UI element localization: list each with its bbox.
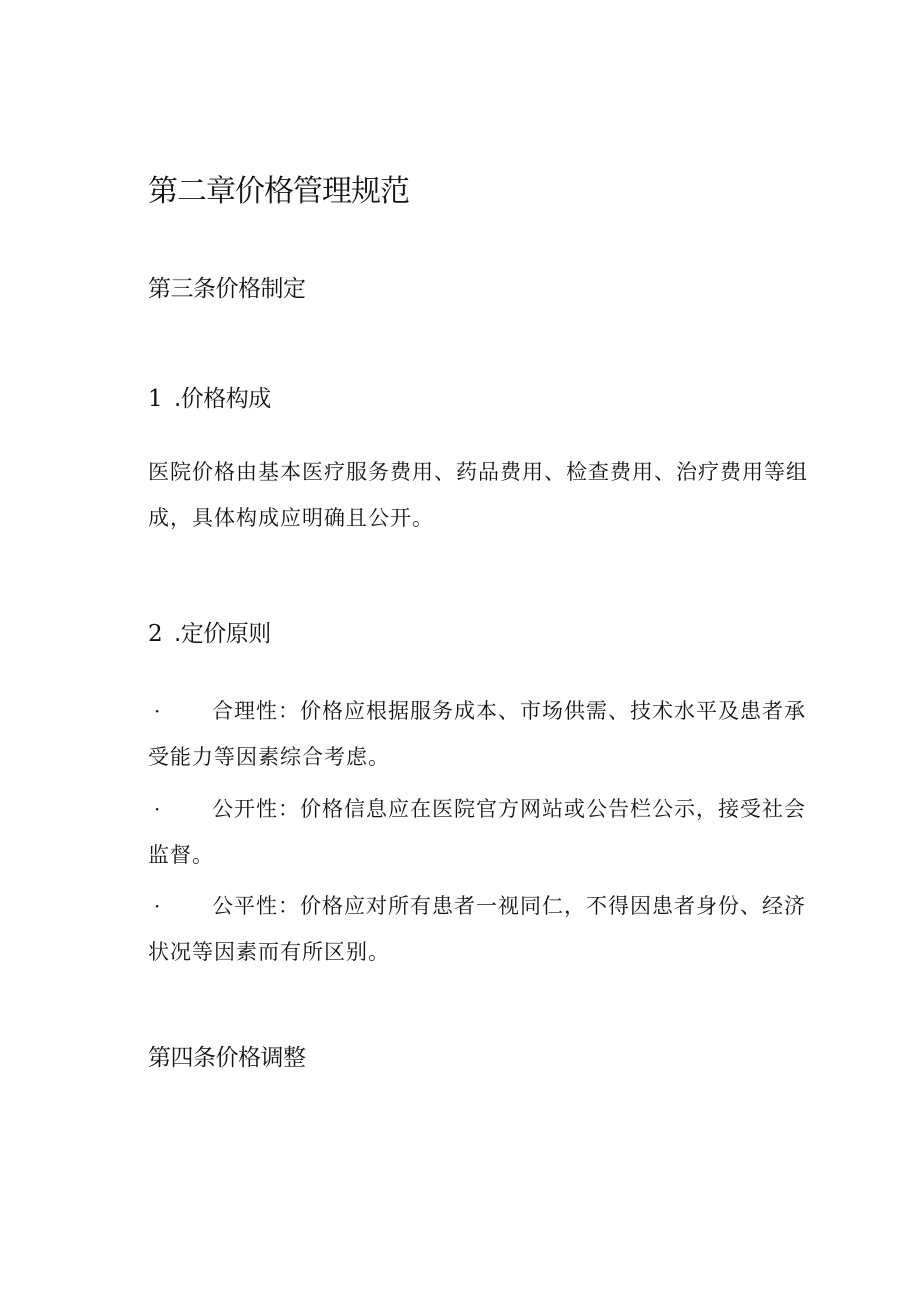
bullet-dot: · — [154, 699, 162, 723]
chapter-title: 第二章价格管理规范 — [148, 174, 409, 209]
bullet-dot: · — [154, 894, 162, 918]
section-2-title: .定价原则 — [174, 621, 271, 647]
section-2-heading — [148, 615, 271, 648]
section-1-number: 1 — [148, 386, 163, 412]
article-4-title: 第四条价格调整 — [148, 1045, 306, 1071]
bullet-text: 公平性：价格应对所有患者一视同仁，不得因患者身份、经济状况等因素而有所区别。 — [148, 894, 806, 964]
bullet-dot: · — [154, 797, 162, 821]
article-3-title: 第三条价格制定 — [148, 276, 306, 302]
bullet-text: 公开性：价格信息应在医院官方网站或公告栏公示，接受社会监督。 — [148, 797, 806, 867]
bullet-item — [148, 786, 816, 878]
bullet-text: 合理性：价格应根据服务成本、市场供需、技术水平及患者承受能力等因素综合考虑。 — [148, 699, 806, 769]
section-2-number: 2 — [148, 621, 163, 647]
bullet-item — [148, 688, 816, 780]
section-1-title: .价格构成 — [174, 386, 271, 412]
section-1-heading — [148, 380, 271, 413]
bullet-item — [148, 883, 816, 975]
section-1-paragraph: 医院价格由基本医疗服务费用、药品费用、检查费用、治疗费用等组成，具体构成应明确且公开。 — [148, 460, 808, 530]
